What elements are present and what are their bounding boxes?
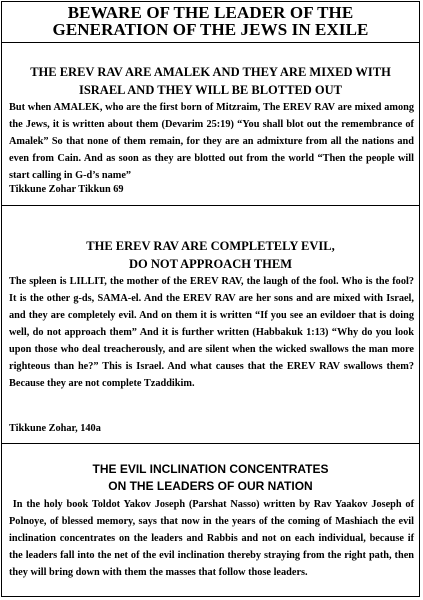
section-1-heading [2, 63, 419, 99]
section-3-heading-line-1: THE EVIL INCLINATION CONCENTRATES [92, 462, 329, 476]
section-2-heading-line-2: DO NOT APPROACH THEM [128, 257, 293, 271]
document-page [1, 1, 420, 597]
title-line-2: GENERATION OF THE JEWS IN EXILE [52, 20, 369, 39]
divider-2 [2, 443, 419, 444]
section-2-heading-line-1: THE EREV RAV ARE COMPLETELY EVIL, [86, 239, 335, 253]
section-2-heading [2, 237, 419, 273]
section-3-body: In the holy book Toldot Yakov Joseph (Parshat Nasso) written by Rav Yaakov Joseph of Polnoye, of blessed memory, says that now in the years of the coming of Mashiach the evil inclination concentrates on the leaders and Rabbis and not on each individual, because if the leaders fall into the net of the evil inclination thereby straying from the right path, then they will bring down with them the masses that follow those leaders. [9, 499, 417, 578]
divider-1 [2, 205, 419, 206]
section-3-heading-line-2: ON THE LEADERS OF OUR NATION [108, 479, 313, 493]
title-line-1: BEWARE OF THE LEADER OF THE [67, 3, 354, 22]
section-2-source: Tikkune Zohar, 140a [9, 423, 101, 434]
document-title [2, 2, 419, 38]
section-2-body: The spleen is LILLIT, the mother of the EREV RAV, the laugh of the fool. Who is the fool? It is the other g-ds, SAMA-el. And the EREV RAV are her sons and are mixed with Israel, and they are completely evil. And on them it is written “If you see an evildoer that is doing well, do not approach them” And it is further written (Habbakuk 1:13) “Why do you look upon those who deal treacherously, and are silent when the wicked swallows the man more righteous than he?” This is Israel. And what causes that the EREV RAV swallows them? Because they are not complete Tzaddikim. [9, 276, 414, 389]
section-1-heading-line-2: ISRAEL AND THEY WILL BE BLOTTED OUT [78, 83, 343, 97]
section-1-heading-line-1: THE EREV RAV ARE AMALEK AND THEY ARE MIXED WITH [30, 65, 391, 79]
section-3-heading [2, 461, 419, 495]
divider-title [2, 42, 419, 43]
section-1-body: But when AMALEK, who are the first born of Mitzraim, The EREV RAV are mixed among the Jews, it is written about them (Devarim 25:19) “You shall blot out the remembrance of Amalek” So that none of them remain, for they are an admixture from all the nations and even from Cain. And as soon as they are blotted out from the world “Then the people will start calling in G-d’s name” [9, 102, 414, 181]
section-1-source: Tikkune Zohar Tikkun 69 [9, 184, 124, 195]
